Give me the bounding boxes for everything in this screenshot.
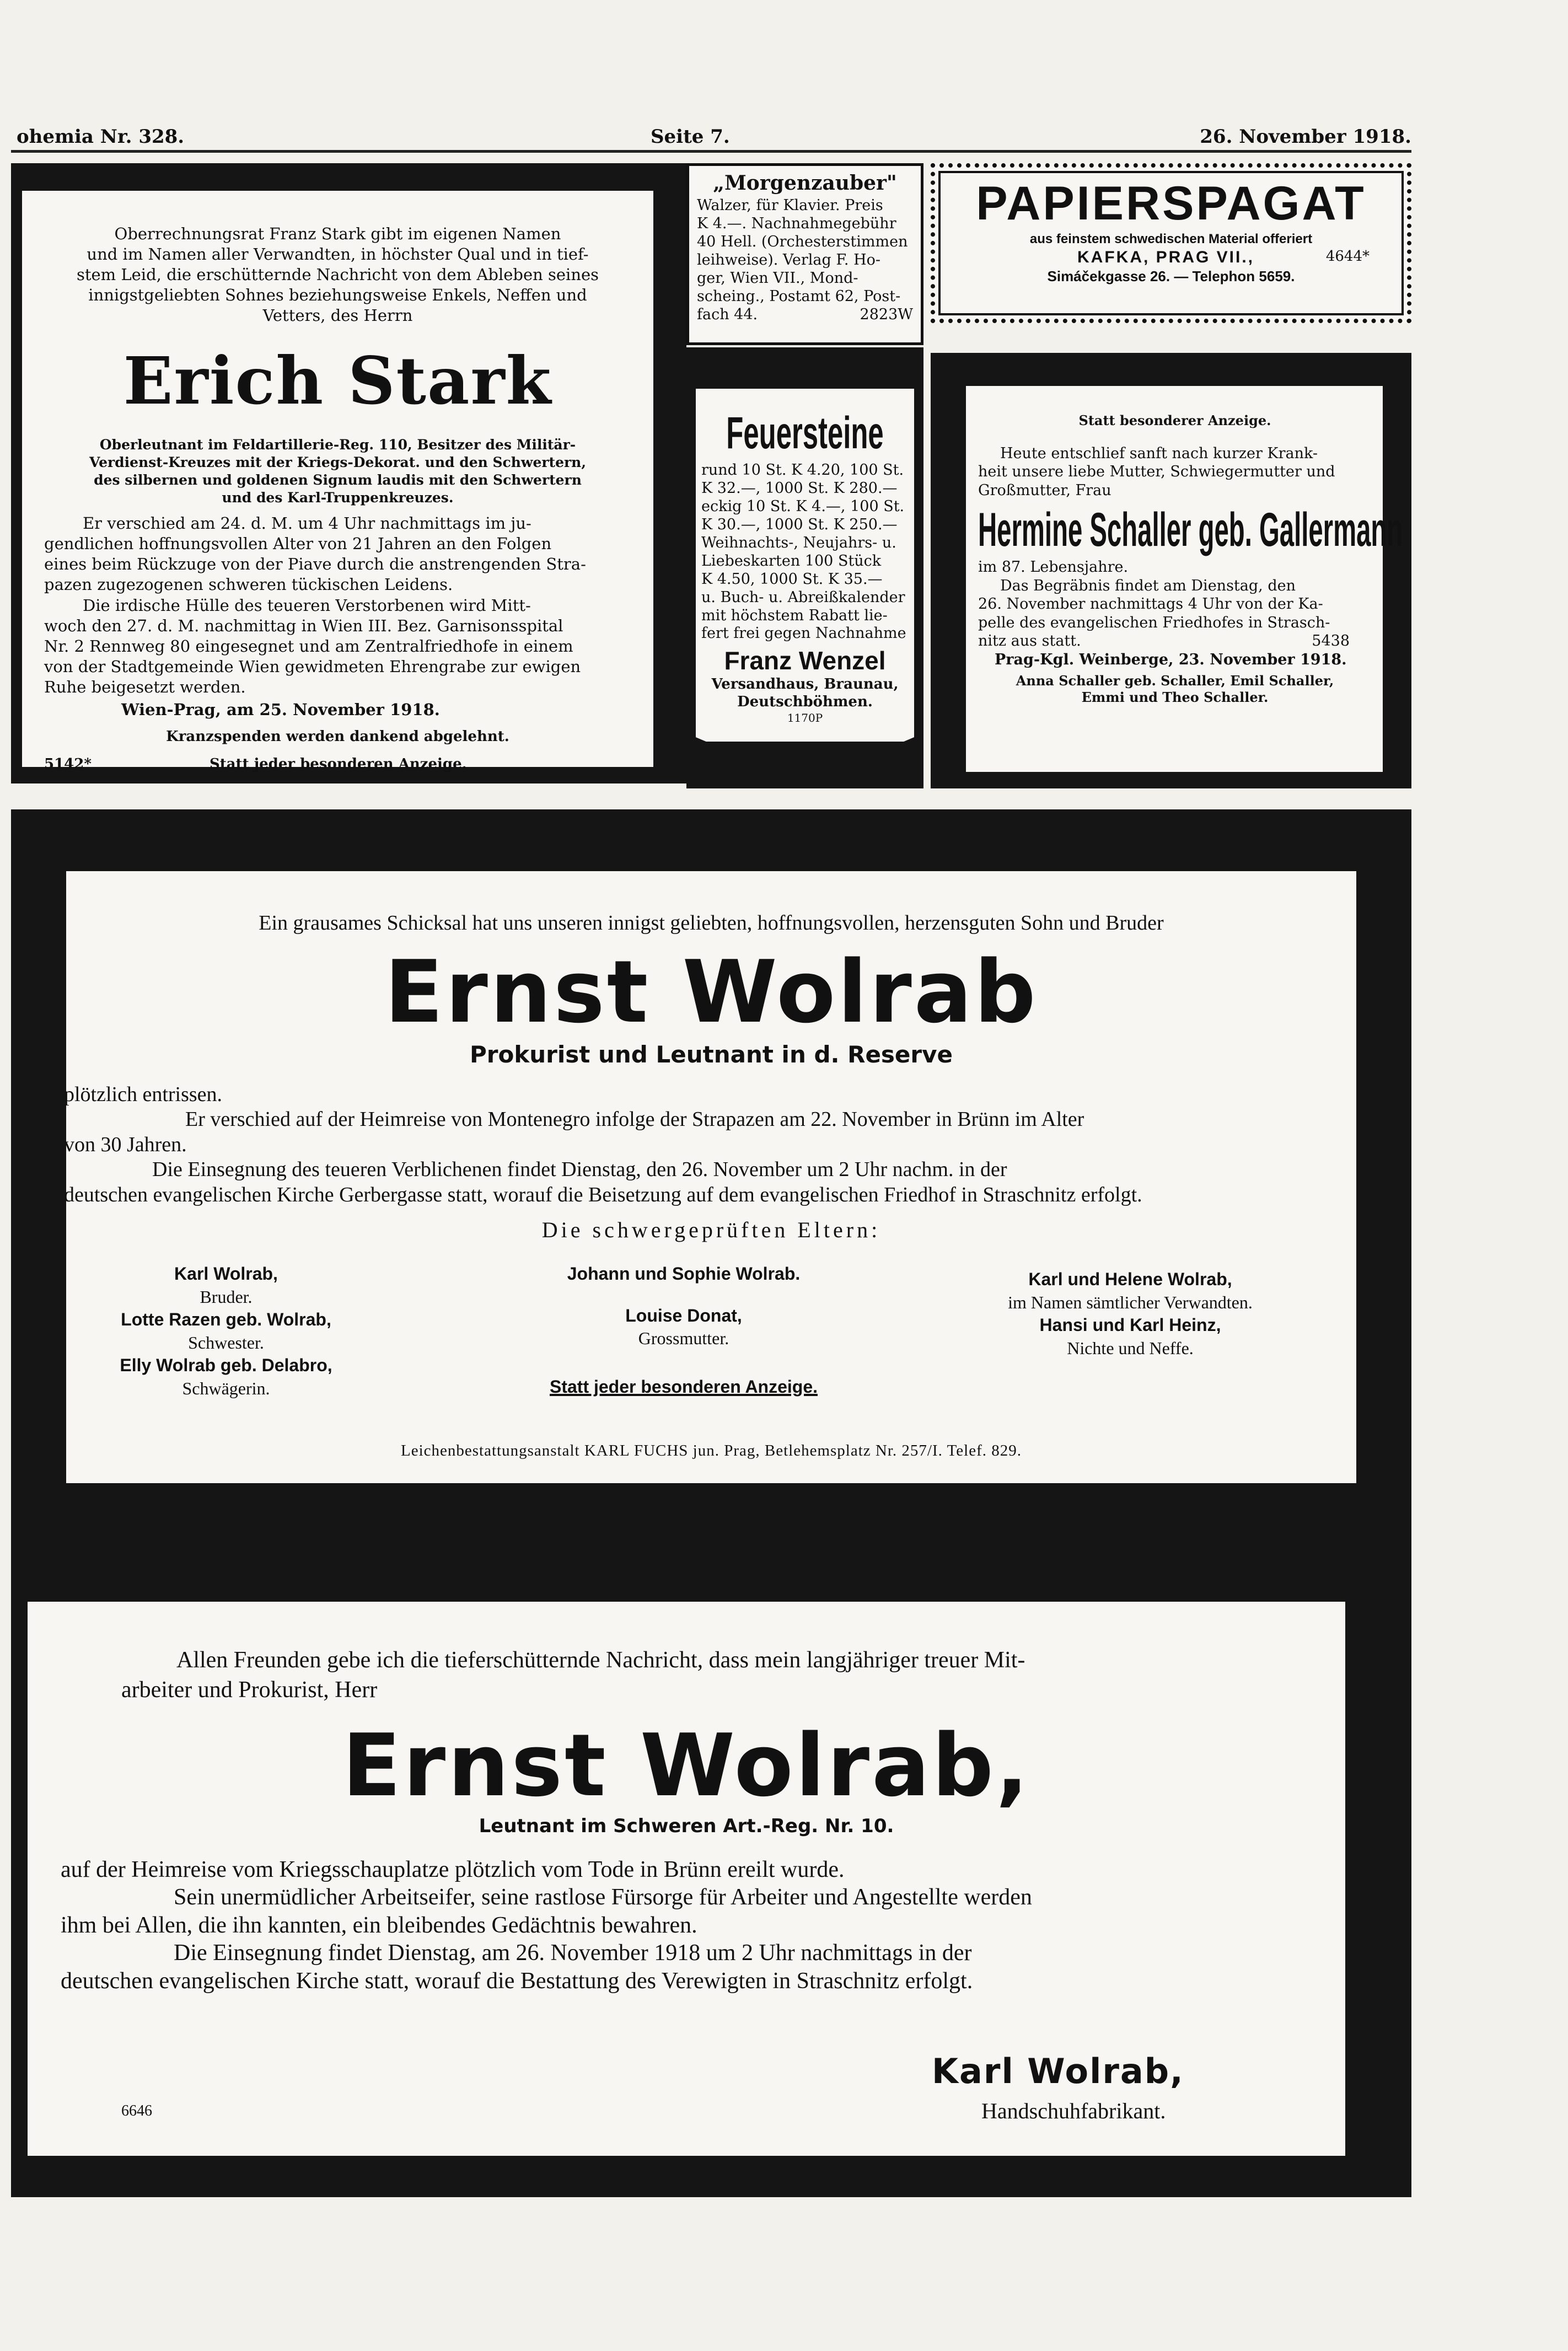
morgenzauber-title: „Morgenzauber"	[713, 171, 897, 195]
header-date: 26. November 1918.	[1200, 126, 1411, 148]
papierspagat-number: 4644*	[1325, 248, 1370, 265]
stark-body-line: pazen zugezogenen schweren tückischen Leidens.	[44, 575, 453, 594]
stark-body	[44, 513, 631, 697]
schaller-head: Statt besonderer Anzeige.	[1078, 412, 1271, 428]
feuersteine-line: mit höchstem Rabatt lie-	[701, 606, 888, 624]
stark-body-line: gendlichen hoffnungsvollen Alter von 21 Jahren an den Folgen	[44, 534, 552, 554]
stark-intro-line: Vetters, des Herrn	[262, 306, 413, 325]
papierspagat-line1: aus feinstem schwedischen Material offeriert	[1029, 232, 1313, 246]
morgenzauber-number: 2823W	[860, 305, 913, 323]
feuersteine-address-line: Deutschböhmen.	[737, 694, 873, 711]
schaller-body-line: Das Begräbnis findet am Dienstag, den	[1000, 577, 1296, 594]
header-page: Seite 7.	[651, 126, 730, 148]
schaller-age: im 87. Lebensjahre.	[978, 559, 1129, 576]
wolrab1-body-line: plötzlich entrissen.	[64, 1082, 223, 1106]
wolrab2-top-band	[11, 1525, 1411, 1596]
papierspagat-company: KAFKA, PRAG VII.,	[1077, 248, 1255, 266]
header-issue: ohemia Nr. 328.	[17, 126, 185, 148]
stark-intro-line: Oberrechnungsrat Franz Stark gibt im eigenen Namen	[114, 224, 561, 243]
stark-body-line: woch den 27. d. M. nachmittag in Wien III. Bez. Garnisonsspital	[44, 616, 563, 635]
header-rule	[11, 150, 1411, 153]
wolrab1-body-line: von 30 Jahren.	[64, 1132, 187, 1156]
wolrab2-intro	[28, 1602, 1345, 1705]
stark-wreaths: Kranzspenden werden dankend abgelehnt.	[166, 728, 509, 745]
wolrab2-name: Ernst Wolrab,	[342, 1715, 1031, 1816]
wolrab2-number: 6646	[121, 2102, 152, 2119]
ad-wolrab2	[28, 1602, 1345, 2156]
stark-intro-line: innigstgeliebten Sohnes beziehungsweise Enkels, Neffen und	[88, 286, 587, 305]
stark-body-line: Er verschied am 24. d. M. um 4 Uhr nachmittags im ju-	[83, 514, 531, 533]
feuersteine-company: Franz Wenzel	[724, 646, 886, 675]
wolrab2-body	[28, 1837, 1345, 1995]
schaller-signer-line: Emmi und Theo Schaller.	[1081, 689, 1269, 705]
wolrab2-body-line: ihm bei Allen, die ihn kannten, ein bleibendes Gedächtnis bewahren.	[61, 1912, 697, 1938]
feuersteine-line: fert frei gegen Nachnahme	[701, 625, 906, 642]
stark-intro-line: stem Leid, die erschütternde Nachricht von dem Ableben seines	[76, 265, 599, 285]
stark-title-line: Oberleutnant im Feldartillerie-Reg. 110, Besitzer des Militär-	[99, 437, 576, 453]
wolrab1-body-line: Die Einsegnung des teueren Verblichenen findet Dienstag, den 26. November um 2 Uhr nachm. in der	[152, 1158, 1007, 1182]
feuersteine-line: K 30.—, 1000 St. K 250.—	[701, 516, 898, 533]
wolrab1-body-line: Er verschied auf der Heimreise von Montenegro infolge der Strapazen am 22. November in Brünn im Alter	[185, 1108, 1084, 1131]
feuersteine-line: K 32.—, 1000 St. K 280.—	[701, 479, 898, 497]
wolrab2-signer-role: Handschuhfabrikant.	[981, 2098, 1166, 2123]
wolrab2-body-line: Sein unermüdlicher Arbeitseifer, seine rastlose Fürsorge für Arbeiter und Angestellte werden	[174, 1885, 1032, 1910]
wolrab1-grandmother: Louise Donat,	[625, 1305, 742, 1325]
wolrab2-intro-line: Allen Freunden gebe ich die tieferschütternde Nachricht, dass mein langjähriger treuer Mit-	[176, 1647, 1025, 1673]
morgenzauber-line: K 4.—. Nachnahmegebühr	[697, 214, 896, 232]
wolrab1-intro: Ein grausames Schicksal hat uns unseren innigst geliebten, hoffnungsvollen, herzensguten Sohn und Bruder	[259, 911, 1164, 935]
feuersteine-line: eckig 10 St. K 4.—, 100 St.	[701, 497, 905, 515]
wolrab2-body-line: deutschen evangelischen Kirche statt, worauf die Bestattung des Verewigten in Straschnitz erfolgt.	[61, 1968, 973, 1994]
stark-place-date: Wien-Prag, am 25. November 1918.	[121, 700, 440, 720]
ad-schaller	[966, 386, 1403, 772]
wolrab1-relative: Karl und Helene Wolrab,	[1028, 1269, 1232, 1289]
wolrab2-body-line: Die Einsegnung findet Dienstag, am 26. November 1918 um 2 Uhr nachmittags in der	[174, 1940, 972, 1966]
wolrab1-no-notice: Statt jeder besonderen Anzeige.	[549, 1376, 818, 1397]
wolrab1-left-col	[83, 1263, 369, 1400]
feuersteine-number: 1170P	[787, 711, 823, 724]
stark-intro-line: und im Namen aller Verwandten, in höchster Qual und in tief-	[87, 245, 589, 264]
page-header	[17, 126, 1411, 150]
schaller-number: 5438	[1312, 632, 1350, 650]
wolrab1-relative: Elly Wolrab geb. Delabro,	[120, 1355, 332, 1376]
wolrab1-relative: Lotte Razen geb. Wolrab,	[121, 1309, 331, 1330]
feuersteine-line: K 4.50, 1000 St. K 35.—	[701, 570, 883, 588]
feuersteine-address	[701, 676, 909, 711]
wolrab2-body-line: auf der Heimreise vom Kriegsschauplatze plötzlich vom Tode in Brünn ereilt wurde.	[61, 1857, 845, 1883]
schaller-intro-line: Heute entschlief sanft nach kurzer Krank-	[1000, 444, 1318, 462]
schaller-body-line: 26. November nachmittags 4 Uhr von der Ka-	[978, 595, 1323, 613]
feuersteine-title: Feuersteine	[726, 408, 884, 458]
feuersteine-address-line: Versandhaus, Braunau,	[711, 676, 899, 693]
wolrab1-parents-head: Die schwergeprüften Eltern:	[541, 1217, 881, 1242]
morgenzauber-line: fach 44.	[697, 305, 758, 323]
wolrab1-name: Ernst Wolrab	[384, 942, 1038, 1042]
morgenzauber-last	[697, 306, 913, 324]
schaller-place-date: Prag-Kgl. Weinberge, 23. November 1918.	[995, 651, 1347, 669]
wolrab1-relation: Bruder.	[200, 1286, 253, 1307]
wolrab1-bottom-left-corner	[11, 1467, 116, 1526]
stark-body-line: Die irdische Hülle des teueren Verstorbenen wird Mitt-	[83, 595, 531, 615]
feuersteine-bottom-chevron	[686, 733, 923, 788]
feuersteine-line: rund 10 St. K 4.20, 100 St.	[701, 461, 904, 479]
wolrab1-relative: Hansi und Karl Heinz,	[1039, 1315, 1221, 1335]
morgenzauber-line: Walzer, für Klavier. Preis	[697, 196, 883, 214]
stark-body-line: eines beim Rückzuge von der Piave durch die anstrengenden Stra-	[44, 555, 586, 574]
wolrab1-body-line: deutschen evangelischen Kirche Gerbergasse statt, worauf die Beisetzung auf dem evangelischen Friedhof in Straschnitz erfolgt.	[64, 1183, 1142, 1206]
schaller-body-line: pelle des evangelischen Friedhofes in Strasch-	[978, 614, 1330, 631]
wolrab1-relation: im Namen sämtlicher Verwandten.	[1008, 1292, 1253, 1312]
morgenzauber-line: ger, Wien VII., Mond-	[697, 269, 858, 287]
schaller-intro-line: Großmutter, Frau	[978, 481, 1111, 499]
stark-body-line: von der Stadtgemeinde Wien gewidmeten Ehrengrabe zur ewigen	[44, 657, 581, 676]
ad-morgenzauber	[686, 163, 923, 345]
wolrab2-signer: Karl Wolrab,	[932, 2051, 1184, 2091]
wolrab1-grandmother-role: Grossmutter.	[638, 1328, 729, 1349]
wolrab1-parents: Johann und Sophie Wolrab.	[567, 1264, 801, 1284]
ad-wolrab1	[66, 871, 1356, 1483]
papierspagat-title: PAPIERSPAGAT	[976, 177, 1366, 230]
wolrab1-right-col	[926, 1268, 1334, 1360]
feuersteine-line: Liebeskarten 100 Stück	[701, 552, 882, 570]
schaller-last-row	[978, 632, 1372, 651]
stark-titles	[44, 436, 631, 507]
wolrab1-center-col	[452, 1263, 915, 1398]
ad-papierspagat	[931, 163, 1411, 323]
stark-title-line: und des Karl-Truppenkreuzes.	[222, 490, 454, 506]
stark-title-line: des silbernen und goldenen Signum laudis mit den Schwertern	[94, 472, 582, 489]
wolrab1-undertaker: Leichenbestattungsanstalt KARL FUCHS jun. Prag, Betlehemsplatz Nr. 257/I. Telef. 829.	[401, 1442, 1022, 1459]
wolrab1-relation: Schwester.	[188, 1332, 264, 1352]
feuersteine-line: u. Buch- u. Abreißkalender	[701, 588, 905, 606]
schaller-body-line: nitz aus statt.	[978, 632, 1081, 650]
wolrab1-relative: Karl Wolrab,	[174, 1264, 278, 1284]
schaller-name: Hermine Schaller geb. Gallermann	[978, 503, 1403, 557]
papierspagat-line3: Simáčekgasse 26. — Telephon 5659.	[1047, 268, 1295, 285]
wolrab2-intro-line: arbeiter und Prokurist, Herr	[121, 1677, 378, 1703]
wolrab1-body	[66, 1068, 1356, 1208]
stark-number: 5142*	[44, 755, 92, 772]
morgenzauber-line: leihweise). Verlag F. Ho-	[697, 251, 881, 269]
stark-no-notice: Statt jeder besonderen Anzeige.	[210, 755, 467, 772]
schaller-signer-line: Anna Schaller geb. Schaller, Emil Schaller,	[1016, 672, 1334, 689]
wolrab1-subtitle: Prokurist und Leutnant in d. Reserve	[470, 1040, 953, 1068]
feuersteine-line: Weihnachts-, Neujahrs- u.	[701, 534, 896, 551]
wolrab1-relation: Schwägerin.	[182, 1378, 270, 1398]
stark-body-line: Ruhe beigesetzt werden.	[44, 678, 246, 697]
wolrab2-subtitle: Leutnant im Schweren Art.-Reg. Nr. 10.	[479, 1815, 894, 1838]
papierspagat-company-row	[951, 247, 1392, 268]
stark-footer	[44, 755, 631, 783]
ad-feuersteine	[696, 389, 914, 742]
morgenzauber-line: scheing., Postamt 62, Post-	[697, 287, 901, 305]
stark-title-line: Verdienst-Kreuzes mit der Kriegs-Dekorat. und den Schwertern,	[89, 454, 587, 471]
ad-stark	[22, 191, 653, 772]
stark-body-line: Nr. 2 Rennweg 80 eingesegnet und am Zentralfriedhofe in einem	[44, 636, 573, 656]
wolrab1-relation: Nichte und Neffe.	[1067, 1338, 1194, 1358]
morgenzauber-line: 40 Hell. (Orchesterstimmen	[697, 233, 908, 250]
stark-name: Erich Stark	[123, 342, 552, 419]
stark-intro	[44, 224, 631, 326]
schaller-signers	[978, 673, 1372, 706]
schaller-intro-line: heit unsere liebe Mutter, Schwiegermutter und	[978, 463, 1335, 481]
